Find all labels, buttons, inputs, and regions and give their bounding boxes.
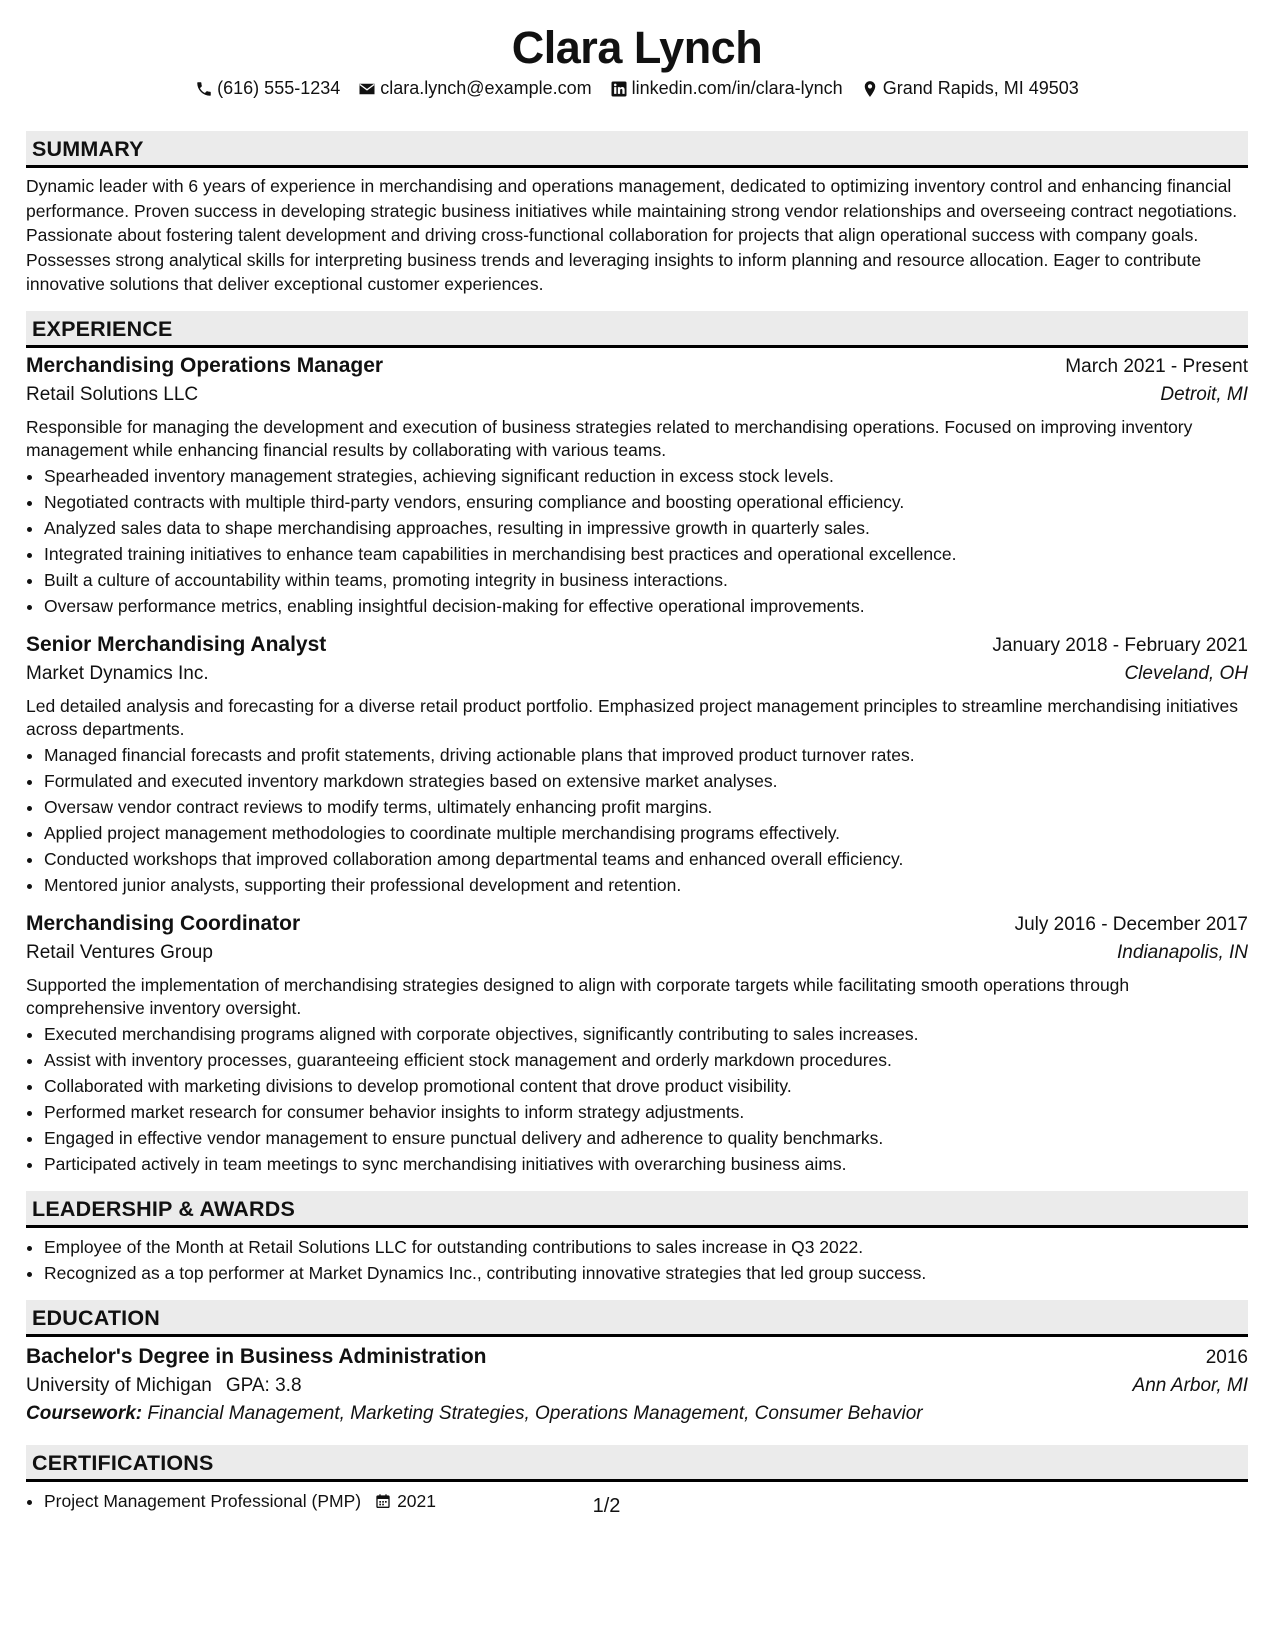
job-company: Retail Ventures Group [26, 941, 213, 963]
job-company: Retail Solutions LLC [26, 383, 199, 405]
list-item: • Oversaw performance metrics, enabling insightful decision-making for effective operational improvements. [44, 593, 1248, 619]
contact-email[interactable] [358, 78, 591, 99]
job-location: Indianapolis, IN [1117, 941, 1248, 963]
awards-list-wrap [26, 1234, 1248, 1286]
list-item: • Participated actively in team meetings to sync merchandising initiatives with overarching business aims. [44, 1151, 1248, 1177]
contact-bar [26, 78, 1248, 99]
list-item: • Integrated training initiatives to enhance team capabilities in merchandising best practices and operational excellence. [44, 541, 1248, 567]
section-heading-awards: LEADERSHIP & AWARDS [26, 1191, 1248, 1228]
job-title: Merchandising Coordinator [26, 911, 301, 935]
list-item: • Formulated and executed inventory markdown strategies based on extensive market analyses. [44, 768, 1248, 794]
school-location: Ann Arbor, MI [1132, 1374, 1248, 1396]
list-item: • Assist with inventory processes, guaranteeing efficient stock management and orderly markdown procedures. [44, 1047, 1248, 1073]
job-bullets [26, 742, 1248, 898]
map-pin-icon [861, 80, 879, 98]
section-heading-experience: EXPERIENCE [26, 311, 1248, 348]
summary-text: Dynamic leader with 6 years of experience in merchandising and operations management, dedicated to optimizing inventory control and enhancing financial performance. Proven success in developing strategic business initiatives while maintaining strong vendor relationships and overseeing contract negotiations. Passionate about fostering talent development and driving cross-functional collaboration for projects that align operational success with company goals. Possesses strong analytical skills for interpreting business trends and leveraging insights to inform planning and resource allocation. Eager to contribute innovative solutions that deliver exceptional customer experiences. [26, 176, 1238, 294]
job-location: Detroit, MI [1160, 383, 1248, 405]
degree-title: Bachelor's Degree in Business Administration [26, 1344, 487, 1368]
job-description: Responsible for managing the development and execution of business strategies related to merchandising operations. Focused on improving inventory management while enhancing financial results by collaborating with various teams. [26, 416, 1193, 460]
phone-text: (616) 555-1234 [217, 78, 341, 98]
coursework [26, 1403, 1248, 1425]
section-heading-certifications: CERTIFICATIONS [26, 1445, 1248, 1482]
graduation-year: 2016 [1205, 1346, 1248, 1368]
list-item: • Applied project management methodologies to coordinate multiple merchandising programs effectively. [44, 820, 1248, 846]
job-title: Senior Merchandising Analyst [26, 632, 327, 656]
list-item: • Engaged in effective vendor management to ensure punctual delivery and adherence to quality benchmarks. [44, 1125, 1248, 1151]
list-item: • Spearheaded inventory management strategies, achieving significant reduction in excess stock levels. [44, 463, 1248, 489]
certification-year: 2021 [397, 1490, 437, 1511]
education-entry [26, 1345, 1248, 1425]
linkedin-icon [610, 80, 628, 98]
list-item: • Mentored junior analysts, supporting their professional development and retention. [44, 872, 1248, 898]
list-item: • Analyzed sales data to shape merchandising approaches, resulting in impressive growth in quarterly sales. [44, 515, 1248, 541]
contact-linkedin[interactable] [610, 78, 843, 99]
job-description: Supported the implementation of merchandising strategies designed to align with corporate targets while facilitating smooth operations through comprehensive inventory oversight. [26, 974, 1130, 1018]
phone-icon [195, 80, 213, 98]
job-location: Cleveland, OH [1124, 662, 1248, 684]
job-entry [26, 633, 1248, 898]
list-item: • Managed financial forecasts and profit statements, driving actionable plans that improved product turnover rates. [44, 742, 1248, 768]
candidate-name: Clara Lynch [511, 22, 763, 73]
linkedin-text[interactable]: linkedin.com/in/clara-lynch [631, 78, 843, 98]
list-item: • Recognized as a top performer at Market Dynamics Inc., contributing innovative strategies that led group success. [44, 1260, 1248, 1286]
job-dates: March 2021 - Present [1065, 355, 1248, 377]
list-item: • Performed market research for consumer behavior insights to inform strategy adjustments. [44, 1099, 1248, 1125]
school-name: University of Michigan [26, 1374, 212, 1396]
list-item: • Conducted workshops that improved collaboration among departmental teams and enhanced overall efficiency. [44, 846, 1248, 872]
job-description: Led detailed analysis and forecasting for a diverse retail product portfolio. Emphasized project management principles to streamline merchandising initiatives across departments. [26, 695, 1239, 739]
awards-list [26, 1234, 1248, 1286]
job-company: Market Dynamics Inc. [26, 662, 209, 684]
location-text: Grand Rapids, MI 49503 [882, 78, 1079, 98]
coursework-label: Coursework: [26, 1402, 143, 1424]
list-item: • Collaborated with marketing divisions to develop promotional content that drove product visibility. [44, 1073, 1248, 1099]
page-number: 1/2 [592, 1495, 621, 1517]
contact-phone [195, 78, 340, 99]
school-line [26, 1375, 302, 1397]
job-bullets [26, 463, 1248, 619]
certification-name: • Project Management Professional (PMP) [44, 1490, 362, 1511]
section-heading-education: EDUCATION [26, 1300, 1248, 1337]
list-item: • Negotiated contracts with multiple third-party vendors, ensuring compliance and boosting operational efficiency. [44, 489, 1248, 515]
list-item: • Built a culture of accountability within teams, promoting integrity in business interactions. [44, 567, 1248, 593]
job-dates: January 2018 - February 2021 [992, 634, 1248, 656]
coursework-list: Financial Management, Marketing Strategies, Operations Management, Consumer Behavior [147, 1402, 923, 1424]
gpa: GPA: 3.8 [225, 1374, 302, 1396]
job-entry [26, 354, 1248, 619]
job-bullets [26, 1021, 1248, 1177]
resume-page [26, 0, 1248, 1514]
job-entry [26, 912, 1248, 1177]
job-title: Merchandising Operations Manager [26, 353, 384, 377]
contact-location [861, 78, 1079, 99]
envelope-icon [358, 80, 376, 98]
list-item: • Employee of the Month at Retail Solutions LLC for outstanding contributions to sales increase in Q3 2022. [44, 1234, 1248, 1260]
email-text[interactable]: clara.lynch@example.com [380, 78, 592, 98]
job-dates: July 2016 - December 2017 [1014, 913, 1248, 935]
list-item: • Oversaw vendor contract reviews to modify terms, ultimately enhancing profit margins. [44, 794, 1248, 820]
section-heading-summary: SUMMARY [26, 131, 1248, 168]
list-item: • Executed merchandising programs aligned with corporate objectives, significantly contributing to sales increases. [44, 1021, 1248, 1047]
